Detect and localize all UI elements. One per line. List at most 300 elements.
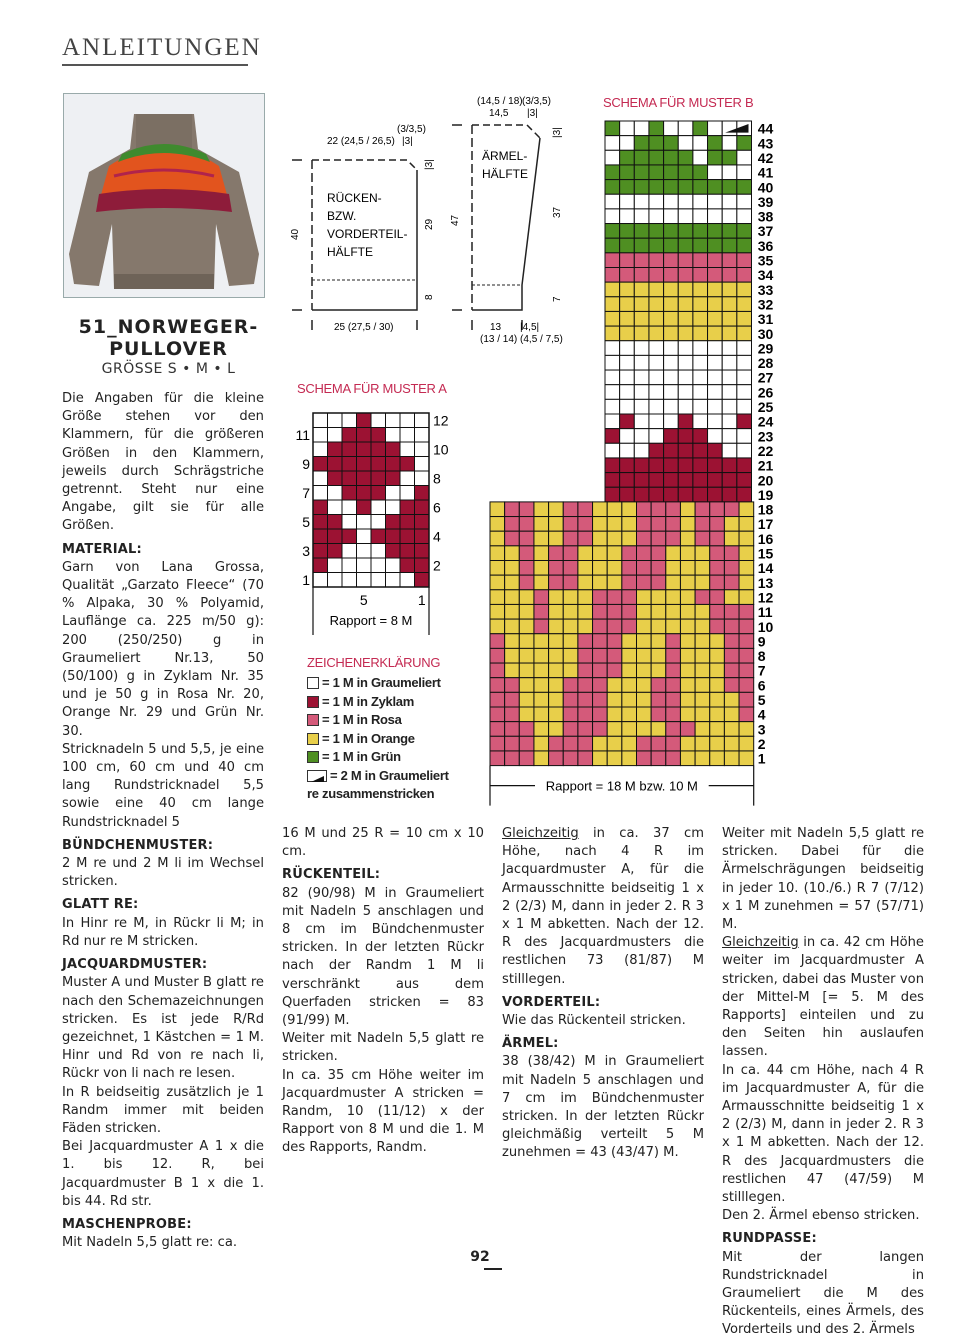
chart-b-cell (490, 751, 505, 766)
chart-b-cell (710, 692, 725, 707)
chart-b-cell (649, 165, 664, 180)
chart-b-cell (607, 575, 622, 590)
legend-label: = 1 M in Orange (322, 730, 415, 746)
chart-b-row-label: 28 (757, 355, 774, 372)
chart-b-cell (666, 561, 681, 576)
chart-b-cell (724, 751, 739, 766)
back-top-width: 22 (24,5 / 26,5) (327, 136, 395, 147)
chart-b-row-label: 11 (757, 604, 773, 621)
chart-b-cell (651, 707, 666, 722)
chart-a-cell (386, 486, 401, 501)
chart-b-cell (739, 590, 754, 605)
chart-b-cell (693, 282, 708, 297)
needles-text: Stricknadeln 5 und 5,5, je eine 100 cm, 60 cm und 40 cm lang Rundstricknadel 5,5 sowie eine 40 cm lange Rundstricknadel 5 (62, 741, 264, 830)
chart-b-cell (737, 370, 752, 385)
chart-b-cell (519, 531, 534, 546)
chart-b-cell (739, 722, 754, 737)
chart-b-cell (651, 517, 666, 532)
chart-b-cell (563, 634, 578, 649)
chart-b-cell (710, 648, 725, 663)
chart-b-cell (534, 502, 549, 517)
yoke-text: Mit der langen Rundstricknadel in Graumeliert die M des Rückenteils, eines Ärmels, des Vorderteils und des 2. Ärmels (722, 1249, 924, 1338)
chart-b-cell (534, 561, 549, 576)
chart-b-cell (678, 268, 693, 283)
chart-b-cell (519, 751, 534, 766)
chart-b-cell (649, 355, 664, 370)
chart-a-title: SCHEMA FÜR MUSTER A (297, 381, 447, 396)
chart-b-cell (708, 487, 723, 502)
chart-b-cell (664, 268, 679, 283)
material-heading: MATERIAL: (62, 541, 142, 557)
chart-a-cell (357, 544, 372, 559)
chart-a-cell (415, 573, 430, 588)
chart-b-row-label: 7 (757, 662, 766, 679)
chart-b-cell (549, 531, 564, 546)
chart-b-row-label: 15 (757, 545, 774, 562)
front-heading: VORDERTEIL: (502, 994, 601, 1010)
chart-b-cell (578, 736, 593, 751)
chart-a (295, 400, 455, 635)
chart-a-cell (371, 515, 386, 530)
chart-b-cell (620, 297, 635, 312)
chart-b-cell (607, 561, 622, 576)
chart-a-cell (415, 442, 430, 457)
chart-b-cell (680, 590, 695, 605)
legend-item (307, 730, 449, 749)
chart-b-cell (490, 546, 505, 561)
chart-b-row-label: 41 (757, 164, 774, 181)
section-rule (62, 64, 248, 66)
chart-b-cell (637, 634, 652, 649)
sleeve-top-a: (14,5 / 18) (477, 96, 523, 107)
chart-b-cell (578, 590, 593, 605)
chart-b-cell (549, 502, 564, 517)
back-right-top: |3| (424, 159, 435, 170)
chart-b-cell (563, 751, 578, 766)
chart-b-cell (593, 619, 608, 634)
chart-b-cell (693, 180, 708, 195)
chart-b-cell (739, 546, 754, 561)
chart-b-cell (549, 619, 564, 634)
chart-a-row-label: 12 (433, 412, 449, 429)
jacquard-heading: JACQUARDMUSTER: (62, 957, 208, 973)
chart-b-cell (724, 678, 739, 693)
chart-b-cell (563, 561, 578, 576)
chart-b-cell (637, 722, 652, 737)
chart-b-cell (724, 634, 739, 649)
chart-b-cell (724, 604, 739, 619)
chart-b-cell (708, 209, 723, 224)
sleeve-top-d: |3| (527, 108, 538, 119)
chart-b-cell (607, 604, 622, 619)
chart-b-cell (620, 150, 635, 165)
chart-b-cell (620, 414, 635, 429)
back-text-4 (502, 825, 704, 989)
chart-b-cell (578, 678, 593, 693)
chart-b-cell (664, 282, 679, 297)
gauge-text-a: Mit Nadeln 5,5 glatt re: ca. (62, 1235, 238, 1251)
chart-b-row-label: 42 (757, 149, 774, 166)
chart-a-cell (328, 442, 343, 457)
chart-b-cell (739, 648, 754, 663)
chart-a-cell (400, 544, 415, 559)
chart-b-cell (490, 678, 505, 693)
chart-b-cell (737, 297, 752, 312)
chart-b-cell (605, 136, 620, 151)
chart-b-row-label: 36 (757, 237, 774, 254)
chart-b-cell (651, 575, 666, 590)
color-swatch-icon (307, 677, 319, 689)
chart-b-cell (593, 736, 608, 751)
chart-b-cell (693, 443, 708, 458)
chart-b-cell (737, 487, 752, 502)
chart-b-cell (680, 546, 695, 561)
chart-b-cell (620, 238, 635, 253)
chart-a-cell (342, 486, 357, 501)
chart-b-row-label: 20 (757, 472, 774, 489)
chart-b-cell (695, 531, 710, 546)
chart-b-cell (695, 722, 710, 737)
chart-b-cell (708, 224, 723, 239)
chart-a-cell (342, 515, 357, 530)
chart-b-cell (708, 429, 723, 444)
chart-b-cell (549, 707, 564, 722)
chart-b-cell (578, 722, 593, 737)
chart-b-cell (605, 253, 620, 268)
chart-b-cell (549, 648, 564, 663)
chart-b-cell (722, 399, 737, 414)
chart-b-cell (708, 268, 723, 283)
chart-b-cell (664, 165, 679, 180)
chart-b-cell (605, 385, 620, 400)
chart-b-cell (607, 707, 622, 722)
chart-b-cell (620, 326, 635, 341)
chart-b-cell (519, 619, 534, 634)
chart-b-cell (578, 634, 593, 649)
chart-b-cell (605, 224, 620, 239)
chart-a-cell (313, 471, 328, 486)
chart-b-cell (620, 487, 635, 502)
chart-b-cell (678, 253, 693, 268)
chart-b-cell (666, 575, 681, 590)
emphasis-simultaneously: Gleichzeitig (722, 935, 799, 951)
color-swatch-icon (307, 751, 319, 763)
chart-b-cell (607, 678, 622, 693)
sleeve-right-bottom: 7 (552, 296, 563, 302)
chart-b-cell (578, 561, 593, 576)
chart-b-cell (519, 604, 534, 619)
chart-b-cell (739, 692, 754, 707)
chart-a-cell (400, 457, 415, 472)
color-swatch-icon (307, 696, 319, 708)
chart-b-cell (620, 385, 635, 400)
chart-b-cell (490, 707, 505, 722)
chart-b-cell (651, 678, 666, 693)
chart-b-cell (695, 561, 710, 576)
sleeve-left-height: 47 (450, 214, 461, 226)
chart-b-cell (722, 268, 737, 283)
chart-a-cell (313, 544, 328, 559)
chart-a-cell (328, 529, 343, 544)
chart-a-cell (328, 486, 343, 501)
legend (307, 674, 449, 804)
chart-b-cell (680, 517, 695, 532)
chart-a-cell (371, 486, 386, 501)
chart-b-cell (678, 238, 693, 253)
chart-b-cell (649, 341, 664, 356)
chart-b-cell (505, 722, 520, 737)
sleeve-text-2: Weiter mit Nadeln 5,5 glatt re stricken. Dabei für die Ärmelschrägungen beidseitig in jeder 10. (10./6.) R 7 (7/12) x 1 M zunehmen = 57 (57/71) M. (722, 826, 924, 933)
chart-b-cell (693, 165, 708, 180)
chart-b-cell (664, 180, 679, 195)
chart-a-cell (313, 457, 328, 472)
chart-b-cell (649, 209, 664, 224)
gauge-text-b: 16 M und 25 R = 10 cm x 10 cm. (282, 826, 484, 860)
legend-note: re zusammenstricken (307, 786, 435, 801)
chart-a-row-label: 8 (433, 470, 441, 487)
chart-b-cell (490, 575, 505, 590)
chart-b-cell (490, 590, 505, 605)
chart-b-cell (593, 561, 608, 576)
chart-b-cell (622, 561, 637, 576)
chart-a-cell (400, 486, 415, 501)
chart-a-row-label: 1 (302, 572, 310, 588)
chart-b-cell (637, 663, 652, 678)
chart-b-cell (710, 736, 725, 751)
chart-b-cell (593, 604, 608, 619)
back-label-2: BZW. (327, 209, 357, 223)
chart-a-cell (400, 500, 415, 515)
chart-a-cell (371, 573, 386, 588)
chart-b-cell (664, 341, 679, 356)
chart-b-cell (722, 341, 737, 356)
chart-b-cell (666, 502, 681, 517)
chart-b-cell (693, 150, 708, 165)
chart-a-cell (400, 515, 415, 530)
chart-a-cell (313, 428, 328, 443)
chart-b-cell (722, 385, 737, 400)
chart-b-cell (680, 648, 695, 663)
page-number-rule (484, 1268, 502, 1270)
chart-a-cell (371, 500, 386, 515)
chart-b-cell (490, 648, 505, 663)
chart-b-cell (708, 180, 723, 195)
chart-b-cell (666, 751, 681, 766)
legend-label: = 1 M in Rosa (322, 712, 402, 727)
chart-a-row-label: 9 (302, 456, 310, 472)
chart-b-cell (637, 736, 652, 751)
chart-b-cell (737, 443, 752, 458)
chart-b-cell (505, 590, 520, 605)
chart-b-cell (678, 180, 693, 195)
chart-b-cell (637, 531, 652, 546)
chart-b-cell (678, 136, 693, 151)
chart-b-cell (637, 751, 652, 766)
chart-a-row-label: 5 (302, 514, 310, 530)
chart-a-row-label: 2 (433, 557, 441, 574)
chart-a-cell (415, 413, 430, 428)
chart-b-cell (605, 458, 620, 473)
chart-b-cell (664, 355, 679, 370)
chart-b-cell (678, 458, 693, 473)
chart-b-row-label: 13 (757, 574, 774, 591)
chart-a-cell (415, 471, 430, 486)
chart-b-cell (578, 604, 593, 619)
chart-b-cell (534, 604, 549, 619)
sleeve-label-2: HÄLFTE (482, 167, 529, 181)
chart-b-cell (739, 561, 754, 576)
sleeve-heading: ÄRMEL: (502, 1036, 559, 1052)
front-text: Wie das Rückenteil stricken. (502, 1013, 686, 1029)
chart-b-cell (605, 194, 620, 209)
chart-b-cell (651, 619, 666, 634)
chart-b-cell (563, 590, 578, 605)
chart-b (485, 115, 780, 805)
chart-a-rapport-label: Rapport = 8 M (329, 613, 413, 628)
chart-b-cell (737, 238, 752, 253)
chart-a-cell (342, 529, 357, 544)
chart-b-cell (722, 429, 737, 444)
chart-b-cell (593, 546, 608, 561)
chart-a-cell (328, 413, 343, 428)
back-right-mid: 29 (424, 218, 435, 230)
chart-a-cell (313, 558, 328, 573)
chart-a-cell (415, 500, 430, 515)
back-text-4-body: in ca. 37 cm Höhe, nach 4 R im Jacquardmuster A, für die Armausschnitte beidseitig 1 x 2 (2/3) M, dann in jeder 2. R 3 x 1 M abketten. Nach der 12. R des Jacquardmusters die restlichen 73 (81/87) M stilllegen. (502, 826, 704, 987)
chart-b-cell (739, 517, 754, 532)
chart-b-cell (664, 150, 679, 165)
chart-b-cell (519, 634, 534, 649)
chart-b-cell (620, 209, 635, 224)
chart-b-cell (620, 341, 635, 356)
chart-b-cell (678, 355, 693, 370)
chart-b-cell (680, 751, 695, 766)
chart-b-cell (664, 443, 679, 458)
chart-b-cell (710, 502, 725, 517)
pattern-title-line1: 51_NORWEGER- (78, 316, 259, 338)
chart-b-cell (490, 722, 505, 737)
chart-b-cell (724, 575, 739, 590)
chart-b-cell (722, 224, 737, 239)
back-text-3: In ca. 35 cm Höhe weiter im Jacquardmuster A stricken = Randm, 10 (11/12) x der Rapport von 8 M und die 1. M des Rapports, Randm. (282, 1067, 484, 1156)
chart-a-cell (386, 428, 401, 443)
back-shoulder-top: (3/3,5) (397, 124, 426, 135)
chart-b-cell (637, 502, 652, 517)
chart-b-cell (620, 443, 635, 458)
chart-a-cell (357, 529, 372, 544)
chart-b-cell (695, 619, 710, 634)
chart-b-cell (739, 707, 754, 722)
chart-b-cell (490, 561, 505, 576)
back-text-1: 82 (90/98) M in Graumeliert mit Nadeln 5 anschlagen und 8 cm im Bündchenmuster stricken. In der letzten Rückr nach der Randm 1 M li verschränkt aus dem Querfaden stricken = 83 (91/99) M. (282, 885, 484, 1029)
chart-b-cell (605, 297, 620, 312)
chart-a-cell (313, 500, 328, 515)
gauge-heading: MASCHENPROBE: (62, 1216, 192, 1232)
chart-b-cell (695, 575, 710, 590)
chart-b-cell (505, 663, 520, 678)
chart-b-cell (724, 619, 739, 634)
chart-a-cell (415, 428, 430, 443)
chart-a-cell (357, 515, 372, 530)
chart-b-cell (578, 502, 593, 517)
chart-b-cell (680, 575, 695, 590)
chart-b-row-label: 1 (757, 750, 766, 767)
chart-b-cell (695, 517, 710, 532)
chart-a-cell (386, 544, 401, 559)
chart-b-cell (739, 751, 754, 766)
chart-b-cell (649, 268, 664, 283)
chart-a-cell (357, 558, 372, 573)
chart-b-cell (693, 224, 708, 239)
chart-b-cell (695, 634, 710, 649)
chart-b-row-label: 18 (757, 501, 774, 518)
chart-b-cell (605, 121, 620, 136)
chart-b-cell (607, 517, 622, 532)
yoke-heading: RUNDPASSE: (722, 1231, 817, 1247)
chart-b-cell (737, 180, 752, 195)
chart-b-cell (678, 326, 693, 341)
legend-item (307, 711, 449, 730)
chart-b-cell (739, 531, 754, 546)
back-text-2: Weiter mit Nadeln 5,5 glatt re stricken. (282, 1031, 484, 1065)
chart-b-row-label: 32 (757, 296, 774, 313)
back-label-1: RÜCKEN- (327, 191, 382, 205)
chart-b-cell (678, 385, 693, 400)
chart-b-cell (549, 722, 564, 737)
chart-b-cell (695, 736, 710, 751)
chart-b-cell (708, 355, 723, 370)
chart-b-row-label: 5 (757, 692, 766, 708)
chart-b-cell (664, 311, 679, 326)
chart-a-cell (400, 428, 415, 443)
chart-a-cell (386, 529, 401, 544)
chart-b-cell (649, 473, 664, 488)
chart-b-cell (563, 722, 578, 737)
chart-b-cell (678, 414, 693, 429)
chart-b-cell (549, 517, 564, 532)
chart-b-cell (505, 561, 520, 576)
chart-b-cell (722, 165, 737, 180)
chart-a-cell (357, 442, 372, 457)
chart-b-cell (634, 326, 649, 341)
chart-b-cell (680, 722, 695, 737)
chart-a-cell (371, 529, 386, 544)
chart-b-cell (593, 678, 608, 693)
chart-b-cell (664, 429, 679, 444)
chart-b-cell (649, 429, 664, 444)
chart-b-row-label: 23 (757, 428, 774, 445)
chart-b-cell (649, 297, 664, 312)
chart-b-cell (622, 736, 637, 751)
chart-b-cell (607, 722, 622, 737)
chart-b-cell (651, 751, 666, 766)
chart-b-cell (649, 487, 664, 502)
jacquard-text-1: Muster A und Muster B glatt re nach den Schemazeichnungen stricken. Es ist jede R/Rd gezeichnet, 1 Kästchen = 1 M. Hinr und Rd von re nach li, Rückr von li nach re lesen. (62, 975, 264, 1082)
chart-b-cell (724, 722, 739, 737)
text-column-3 (502, 825, 704, 1163)
chart-b-cell (634, 253, 649, 268)
chart-b-cell (607, 692, 622, 707)
chart-b-cell (649, 150, 664, 165)
chart-b-cell (634, 121, 649, 136)
chart-b-row-label: 3 (757, 721, 766, 738)
chart-b-cell (620, 282, 635, 297)
chart-b-cell (607, 590, 622, 605)
chart-b-cell (505, 531, 520, 546)
chart-b-cell (680, 663, 695, 678)
chart-b-cell (722, 150, 737, 165)
chart-b-cell (693, 487, 708, 502)
